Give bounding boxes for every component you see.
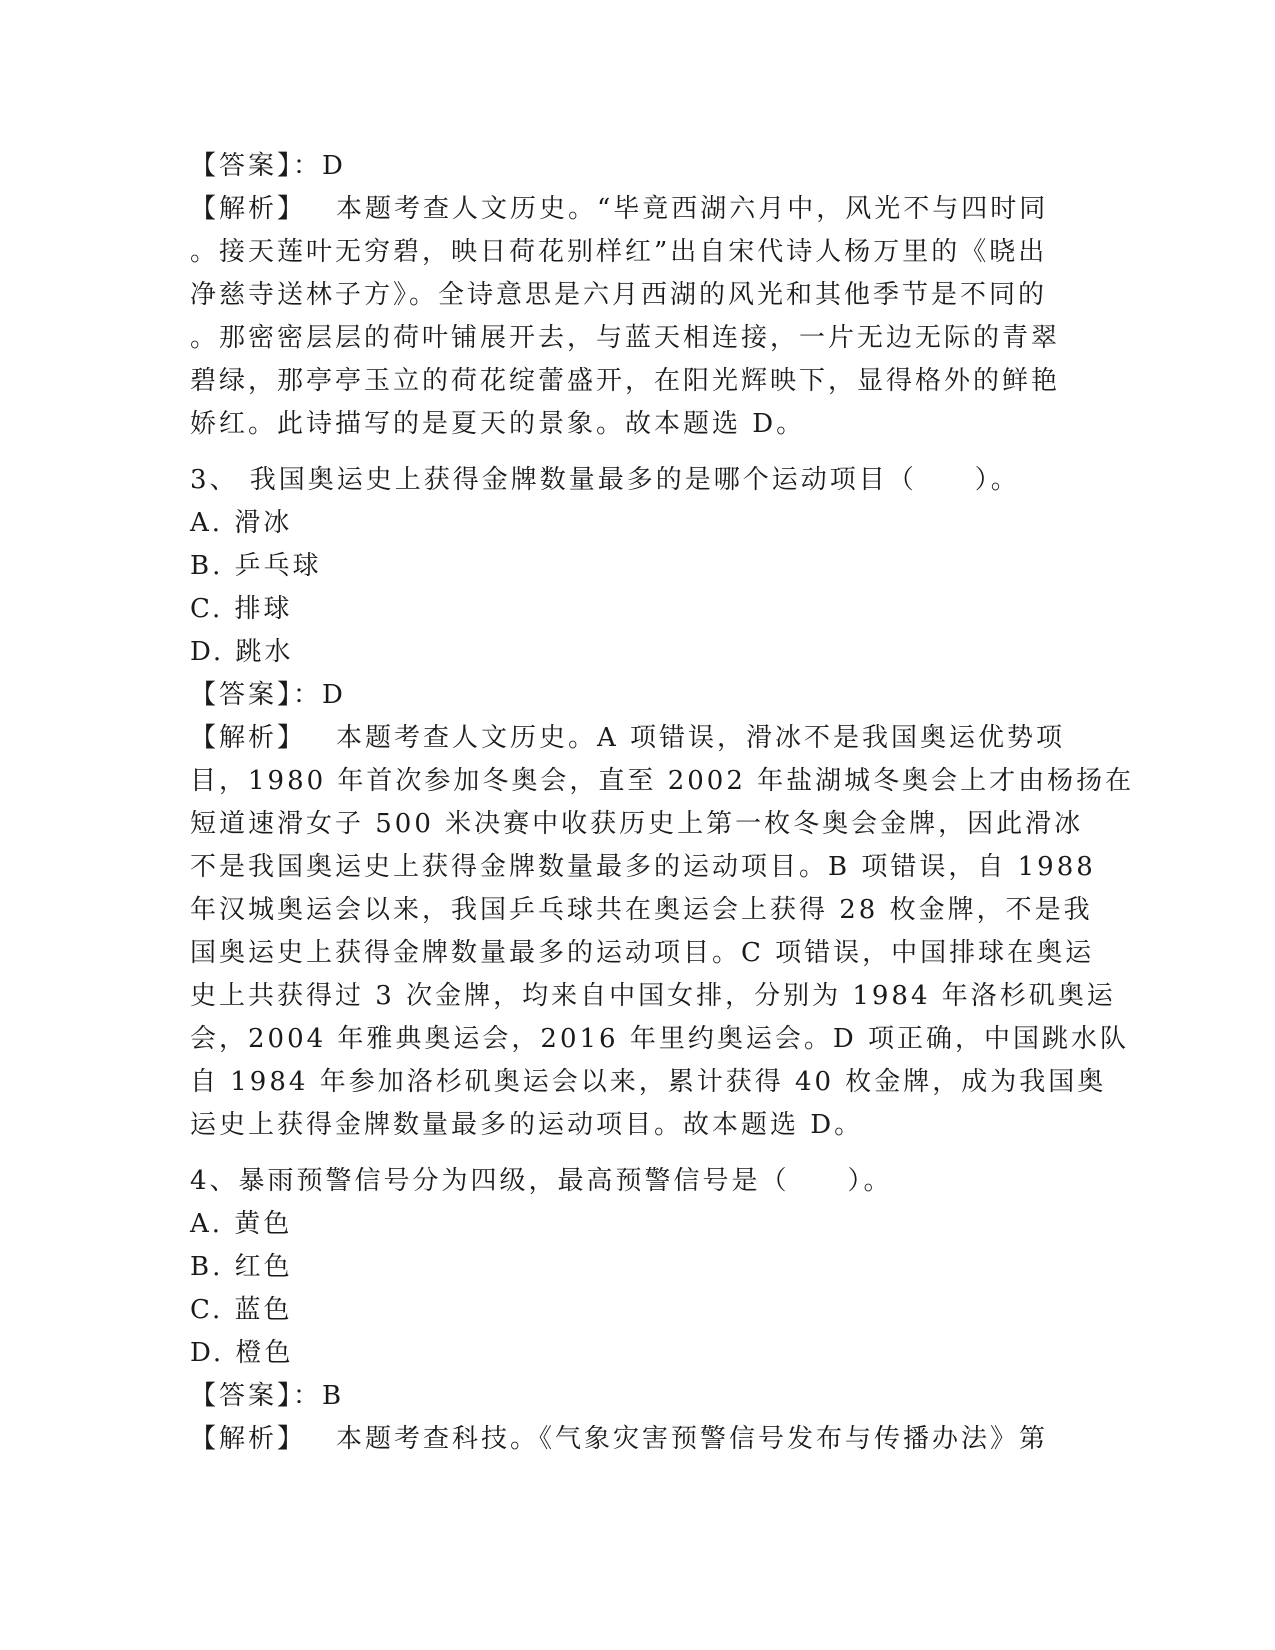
analysis-text: 短道速滑女子 500 米决赛中收获历史上第一枚冬奥会金牌，因此滑冰 [190,809,1084,839]
analysis-line [190,1418,1090,1461]
analysis-text: 史上共获得过 3 次金牌，均来自中国女排，分别为 1984 年洛杉矶奥运 [190,981,1116,1011]
analysis-text: 年汉城奥运会以来，我国乒乓球共在奥运会上获得 28 枚金牌，不是我 [190,895,1093,925]
option-d: D. 跳水 [190,637,294,667]
option-b: B. 红色 [190,1252,293,1282]
answer-value: D [322,680,346,710]
analysis-text: 碧绿，那亭亭玉立的荷花绽蕾盛开，在阳光辉映下，显得格外的鲜艳 [190,366,1061,396]
option-c: C. 蓝色 [190,1295,293,1325]
answer-value: B [322,1381,345,1411]
option-b: B. 乒乓球 [190,551,322,581]
analysis-text: 。那密密层层的荷叶铺展开去，与蓝天相连接，一片无边无际的青翠 [190,323,1061,353]
answer-line [190,674,1090,717]
option-a: A. 黄色 [190,1209,293,1239]
analysis-line [190,717,1090,760]
answer-value: D [322,151,346,181]
analysis-text: 国奥运史上获得金牌数量最多的运动项目。C 项错误，中国排球在奥运 [190,938,1095,968]
analysis-line [190,188,1090,231]
analysis-text: 本题考查人文历史。“毕竟西湖六月中，风光不与四时同 [336,194,1049,224]
option-a: A. 滑冰 [190,508,293,538]
analysis-text: 。接天莲叶无穷碧，映日荷花别样红”出自宋代诗人杨万里的《晓出 [190,237,1048,267]
analysis-label: 【解析】 [190,1424,307,1454]
answer-label: 【答案】： [190,1381,323,1411]
analysis-text: 本题考查人文历史。A 项错误，滑冰不是我国奥运优势项 [336,723,1066,753]
answer-label: 【答案】： [190,680,323,710]
answer-line [190,145,1090,188]
question-text: 3、 我国奥运史上获得金牌数量最多的是哪个运动项目（ ）。 [190,465,1020,495]
document-page [190,145,1135,1461]
question-text: 4、暴雨预警信号分为四级，最高预警信号是（ ）。 [190,1166,893,1196]
analysis-label: 【解析】 [190,194,307,224]
analysis-text: 净慈寺送林子方》。全诗意思是六月西湖的风光和其他季节是不同的 [190,280,1048,310]
option-c: C. 排球 [190,594,293,624]
analysis-text: 娇红。此诗描写的是夏天的景象。故本题选 D。 [190,409,806,439]
answer-label: 【答案】： [190,151,323,181]
analysis-text: 不是我国奥运史上获得金牌数量最多的运动项目。B 项错误，自 1988 [190,852,1096,882]
analysis-text: 运史上获得金牌数量最多的运动项目。故本题选 D。 [190,1110,864,1140]
analysis-text: 本题考查科技。《气象灾害预警信号发布与传播办法》第 [336,1424,1049,1454]
option-d: D. 橙色 [190,1338,294,1368]
answer-line [190,1375,1090,1418]
analysis-text: 自 1984 年参加洛杉矶奥运会以来，累计获得 40 枚金牌，成为我国奥 [190,1067,1107,1097]
analysis-text: 目，1980 年首次参加冬奥会，直至 2002 年盐湖城冬奥会上才由杨扬在 [190,766,1135,796]
analysis-label: 【解析】 [190,723,307,753]
analysis-text: 会，2004 年雅典奥运会，2016 年里约奥运会。D 项正确，中国跳水队 [190,1024,1129,1054]
